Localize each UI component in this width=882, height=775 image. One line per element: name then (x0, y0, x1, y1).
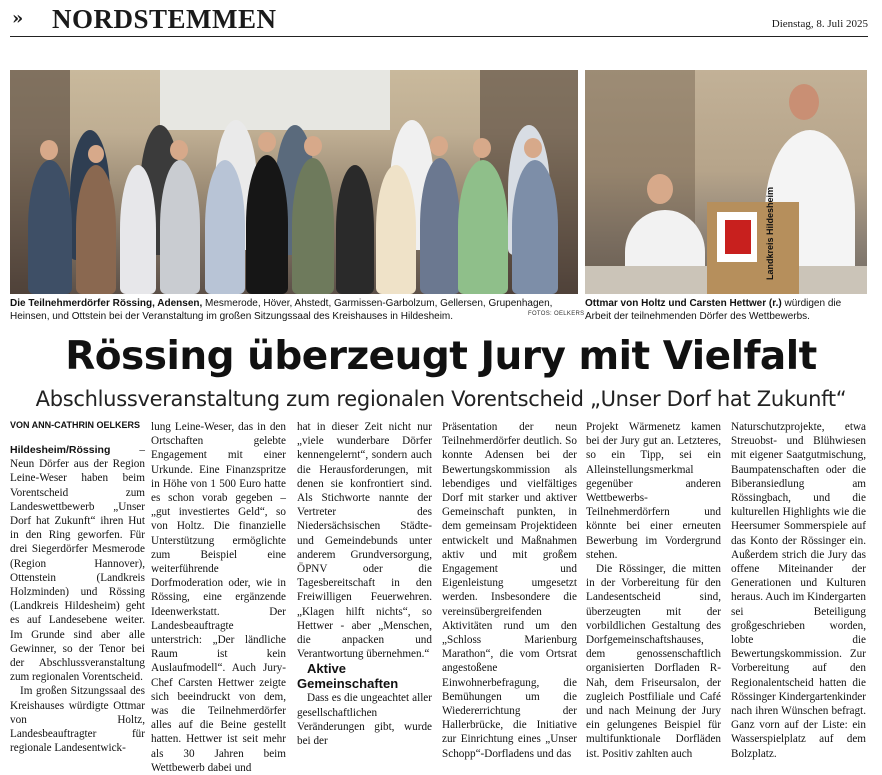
paragraph-text: – Neun Dörfer aus der Region Leine-Weser haben beim Vorentscheid zum Landeswettbewerb „Unser Dorf hat Zukunft“ ihren Hut in den Ring geworfen. Für drei Siegerdörfer Mesmerode (Region Hannover), Ottenstein (Landkreis Holzminden) und Rössing (Landkreis Hildesheim) geht es auf Landesebene weiter. Im Grunde sind aber alle Gewinner, so der Tenor bei der Abschlussveranstaltung zum regionalen Vorentscheid. (10, 444, 145, 684)
article-column-4 (442, 420, 577, 760)
person (205, 160, 245, 294)
head (430, 136, 448, 156)
head (789, 84, 819, 120)
article-column-2 (151, 420, 286, 774)
head (40, 140, 58, 160)
head (524, 138, 542, 158)
dateline: Hildesheim/Rössing (10, 444, 111, 456)
article-column-5 (586, 420, 721, 760)
caption-right-lead: Ottmar von Holtz und Carsten Hettwer (r.) (585, 298, 782, 309)
page-header (10, 4, 868, 37)
person (458, 160, 508, 294)
caption-right-text: würdigen die Arbeit der teilnehmenden Dörfer des Wettbewerbs. (585, 298, 842, 322)
byline: VON ANN-CATHRIN OELKERS (10, 420, 140, 430)
person (246, 155, 288, 294)
photo-credit: FOTOS: OELKERS (528, 311, 585, 317)
person (120, 165, 156, 294)
head (170, 140, 188, 160)
paragraph: Präsentation der neun Teilnehmerdörfer deutlich. So konnte Adensen bei der Bewertungskommission als lebendiges und vielfältiges Dorf mit starker und aktiver Gemeinschaft punkten, in dem gemeinsam Projektideen entwickelt und Maßnahmen aktiv und mit großem Engagement und Eigenleistung umgesetzt werden. Insbesondere die vereinsübergreifenden Aktivitäten rund um den „Schloss Marienburg Marathon“, die vom Ortsrat angestoßene Einwohnerbefragung, die Bemühungen um die Wiedererrichtung der Hallerbrücke, die Initiative zur Einrichtung eines „Unser Schopp“-Dorfladens und das (442, 421, 577, 760)
head (258, 132, 276, 152)
person (420, 158, 460, 294)
lectern (707, 186, 799, 294)
paragraph: Im großen Sitzungssaal des Kreishauses würdigte Ottmar von Holtz, Landesbeauftragter für regionale Landesentwick- (10, 685, 145, 755)
photo-caption-right (585, 297, 867, 323)
caption-left-text: Mesmerode, Höver, Ahstedt, Garmissen-Garbolzum, Gellersen, Grupenhagen, Heinsen, und Ottstein bei der Veranstaltung im großen Sitzungssaal des Kreishauses in Hildesheim. (10, 298, 553, 322)
paragraph: hat in dieser Zeit nicht nur „viele wunderbare Dörfer kennengelernt“, sondern auch die Herausforderungen, mit denen sie konfrontiert sind. Als Stichworte nannte der Vertreter des Niedersächsischen Städte- und Gemeindebunds unter anderem Grundversorgung, ÖPNV oder die Tagesbereitschaft in den Freiwilligen Feuerwehren. „Klagen hilft nichts“, so Hettwer - aber „Menschen, die anpacken und Verantwortung übernehmen.“ (297, 421, 432, 661)
section-chevron-icon: » (12, 8, 24, 29)
logo-red-block (725, 220, 751, 254)
paragraph: Die Rössinger, die mitten in der Vorbereitung für den Landesentscheid sind, überzeugten mit der vorbildlichen Gestaltung des Dorfgemeinschaftshauses, dem genossenschaftlich organisierten Dorfladen R-Nah, dem Friseursalon, der zugleich Postfiliale und Café und nach Meinung der Jury ein gelungenes Beispiel für multifunktionale Dorfläden ist. Positiv zahlten auch (586, 563, 721, 760)
group-photo (10, 70, 578, 294)
person (512, 160, 558, 294)
lectern-lettering: Landkreis Hildesheim (765, 186, 775, 280)
article-subhead: Abschlussveranstaltung zum regionalen Vorentscheid „Unser Dorf hat Zukunft“ (35, 387, 847, 411)
person (292, 158, 334, 294)
speaker-photo (585, 70, 867, 294)
person (336, 165, 374, 294)
landkreis-logo (717, 212, 757, 262)
head (88, 145, 104, 163)
paragraph: Dass es die ungeachtet aller gesellschaftlichen Veränderungen gibt, wurde bei der (297, 692, 432, 748)
person (376, 165, 416, 294)
caption-left-lead: Die Teilnehmerdörfer Rössing, Adensen, (10, 298, 203, 309)
photo-caption-left (10, 297, 578, 323)
crosshead: Aktive Gemeinschaften (297, 661, 399, 692)
issue-date: Dienstag, 8. Juli 2025 (771, 18, 868, 30)
head (304, 136, 322, 156)
person (28, 160, 72, 294)
paragraph: Naturschutzprojekte, etwa Streuobst- und Blühwiesen mit eigener Saatgutmischung, Baumpatenschaften oder die Biberansiedlung am Rössingbach, und die kulturellen Highlights wie die Heersumer Sommerspiele auf das Konto der Rössinger ein. Außerdem strich die Jury das offene Miteinander der Generationen und Kulturen heraus. Auch im Kindergarten sei Beteiligung großgeschrieben worden, lobte die Bewertungskommission. Zur Vorbereitung auf den Regionalentscheid hatten die Rössinger Kindergartenkinder nach ihren Wünschen befragt. Ganz vorn auf der Liste: ein Wasserspielplatz auf dem Bolzplatz. (731, 421, 866, 760)
article-column-3 (297, 420, 432, 748)
person (160, 160, 200, 294)
article-column-6 (731, 420, 866, 760)
paragraph: lung Leine-Weser, das in den Ortschaften gelebte Engagement mit einer Urkunde. Eine Finanzspritze in Höhe von 1 500 Euro hatte es schon vorab gegeben – „gut investiertes Geld“, so von Holtz. Die finanzielle Unterstützung ermöglichte zum Beispiel eine weiterführende Dorfmoderation oder, wie in Rössing, eine ergänzende Ideenwerkstatt. Der Landesbeauftragte unterstrich: „Der ländliche Raum ist kein Auslaufmodell“. Auch Jury-Chef Carsten Hettwer zeigte sich beeindruckt von dem, was die Teilnehmerdörfer alles auf die Beine gestellt hatten. Hettwer ist seit mehr als 30 Jahren beim Wettbewerb dabei und (151, 421, 286, 774)
article-headline: Rössing überzeugt Jury mit Vielfalt (65, 334, 817, 379)
article-column-1 (10, 443, 145, 755)
head (473, 138, 491, 158)
paragraph (10, 443, 145, 684)
person (76, 165, 116, 294)
section-title: NORDSTEMMEN (52, 4, 277, 34)
paragraph: Projekt Wärmenetz kamen bei der Jury gut an. Letzteres, so ein Tipp, sei ein Alleinstellungsmerkmal gegenüber anderen Wettbewerbs-Teilnehmerdörfern und könnte bei einer erneuten Bewerbung im Vordergrund stehen. (586, 421, 721, 561)
projection-screen (160, 70, 390, 130)
head (647, 174, 673, 204)
